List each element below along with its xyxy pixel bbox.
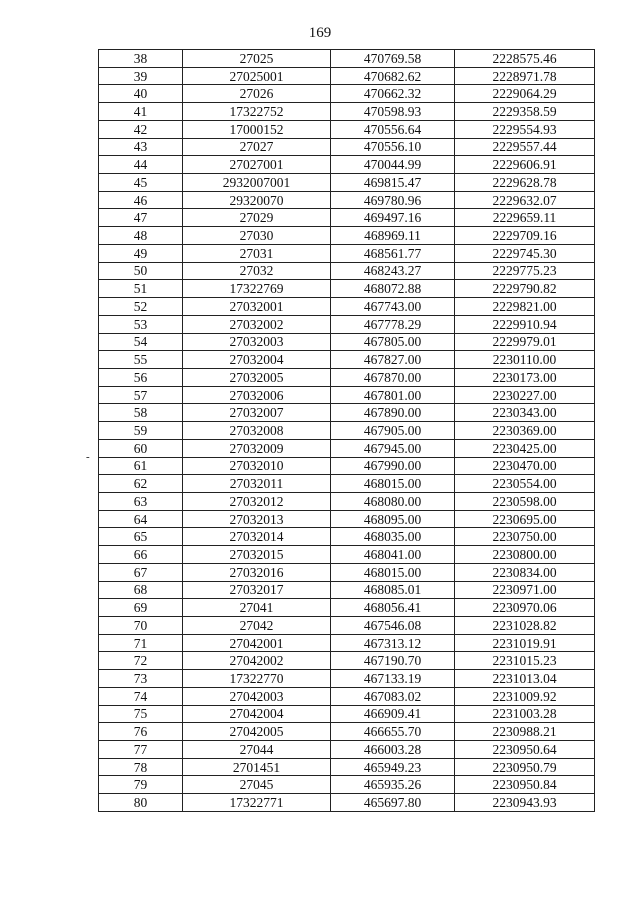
x-coordinate-cell: 469815.47	[331, 174, 455, 192]
table-row	[99, 368, 595, 386]
y-coordinate-cell: 2231028.82	[455, 617, 595, 635]
y-coordinate-cell: 2230800.00	[455, 546, 595, 564]
y-coordinate-cell: 2229745.30	[455, 244, 595, 262]
point-id-cell: 27032015	[183, 546, 331, 564]
x-coordinate-cell: 468561.77	[331, 244, 455, 262]
row-number-cell: 56	[99, 368, 183, 386]
point-id-cell: 27032003	[183, 333, 331, 351]
y-coordinate-cell: 2231013.04	[455, 670, 595, 688]
point-id-cell: 27032002	[183, 315, 331, 333]
y-coordinate-cell: 2229821.00	[455, 298, 595, 316]
point-id-cell: 27027	[183, 138, 331, 156]
row-number-cell: 65	[99, 528, 183, 546]
y-coordinate-cell: 2230227.00	[455, 386, 595, 404]
point-id-cell: 27032014	[183, 528, 331, 546]
y-coordinate-cell: 2229709.16	[455, 227, 595, 245]
x-coordinate-cell: 470556.64	[331, 120, 455, 138]
point-id-cell: 17322769	[183, 280, 331, 298]
point-id-cell: 27042	[183, 617, 331, 635]
point-id-cell: 17322771	[183, 794, 331, 812]
table-row	[99, 652, 595, 670]
x-coordinate-cell: 467313.12	[331, 634, 455, 652]
x-coordinate-cell: 467945.00	[331, 439, 455, 457]
table-row	[99, 670, 595, 688]
x-coordinate-cell: 466003.28	[331, 741, 455, 759]
point-id-cell: 27030	[183, 227, 331, 245]
x-coordinate-cell: 467905.00	[331, 422, 455, 440]
y-coordinate-cell: 2231003.28	[455, 705, 595, 723]
x-coordinate-cell: 467890.00	[331, 404, 455, 422]
y-coordinate-cell: 2229632.07	[455, 191, 595, 209]
x-coordinate-cell: 467133.19	[331, 670, 455, 688]
x-coordinate-cell: 465697.80	[331, 794, 455, 812]
point-id-cell: 27032011	[183, 475, 331, 493]
row-number-cell: 66	[99, 546, 183, 564]
y-coordinate-cell: 2230173.00	[455, 368, 595, 386]
row-number-cell: 48	[99, 227, 183, 245]
x-coordinate-cell: 467870.00	[331, 368, 455, 386]
row-number-cell: 78	[99, 758, 183, 776]
table-row	[99, 298, 595, 316]
x-coordinate-cell: 468056.41	[331, 599, 455, 617]
table-row	[99, 351, 595, 369]
x-coordinate-cell: 469497.16	[331, 209, 455, 227]
table-row	[99, 794, 595, 812]
y-coordinate-cell: 2230943.93	[455, 794, 595, 812]
row-number-cell: 41	[99, 103, 183, 121]
x-coordinate-cell: 467190.70	[331, 652, 455, 670]
x-coordinate-cell: 467778.29	[331, 315, 455, 333]
row-number-cell: 70	[99, 617, 183, 635]
point-id-cell: 27026	[183, 85, 331, 103]
table-row	[99, 315, 595, 333]
point-id-cell: 27041	[183, 599, 331, 617]
x-coordinate-cell: 468041.00	[331, 546, 455, 564]
y-coordinate-cell: 2229979.01	[455, 333, 595, 351]
point-id-cell: 27032013	[183, 510, 331, 528]
row-number-cell: 63	[99, 492, 183, 510]
x-coordinate-cell: 470682.62	[331, 67, 455, 85]
row-number-cell: 46	[99, 191, 183, 209]
x-coordinate-cell: 467805.00	[331, 333, 455, 351]
row-number-cell: 44	[99, 156, 183, 174]
y-coordinate-cell: 2229554.93	[455, 120, 595, 138]
row-number-cell: 67	[99, 563, 183, 581]
row-number-cell: 59	[99, 422, 183, 440]
x-coordinate-cell: 470598.93	[331, 103, 455, 121]
table-row	[99, 563, 595, 581]
x-coordinate-cell: 468035.00	[331, 528, 455, 546]
x-coordinate-cell: 468095.00	[331, 510, 455, 528]
table-row	[99, 741, 595, 759]
y-coordinate-cell: 2230110.00	[455, 351, 595, 369]
table-row	[99, 723, 595, 741]
y-coordinate-cell: 2229606.91	[455, 156, 595, 174]
y-coordinate-cell: 2230750.00	[455, 528, 595, 546]
table-row	[99, 422, 595, 440]
x-coordinate-cell: 468969.11	[331, 227, 455, 245]
row-number-cell: 69	[99, 599, 183, 617]
point-id-cell: 27032	[183, 262, 331, 280]
table-row	[99, 457, 595, 475]
row-number-cell: 75	[99, 705, 183, 723]
row-number-cell: 42	[99, 120, 183, 138]
x-coordinate-cell: 468085.01	[331, 581, 455, 599]
table-row	[99, 776, 595, 794]
x-coordinate-cell: 467083.02	[331, 687, 455, 705]
x-coordinate-cell: 470662.32	[331, 85, 455, 103]
x-coordinate-cell: 467546.08	[331, 617, 455, 635]
y-coordinate-cell: 2230834.00	[455, 563, 595, 581]
y-coordinate-cell: 2230554.00	[455, 475, 595, 493]
coordinates-table	[98, 49, 595, 812]
table-row	[99, 191, 595, 209]
point-id-cell: 27042001	[183, 634, 331, 652]
table-row	[99, 758, 595, 776]
point-id-cell: 27032004	[183, 351, 331, 369]
table-row	[99, 599, 595, 617]
table-row	[99, 120, 595, 138]
table-row	[99, 138, 595, 156]
y-coordinate-cell: 2229790.82	[455, 280, 595, 298]
y-coordinate-cell: 2230950.79	[455, 758, 595, 776]
row-number-cell: 71	[99, 634, 183, 652]
y-coordinate-cell: 2230470.00	[455, 457, 595, 475]
table-row	[99, 510, 595, 528]
y-coordinate-cell: 2229910.94	[455, 315, 595, 333]
y-coordinate-cell: 2230369.00	[455, 422, 595, 440]
y-coordinate-cell: 2231019.91	[455, 634, 595, 652]
y-coordinate-cell: 2230343.00	[455, 404, 595, 422]
x-coordinate-cell: 468072.88	[331, 280, 455, 298]
table-row	[99, 333, 595, 351]
point-id-cell: 17000152	[183, 120, 331, 138]
row-number-cell: 76	[99, 723, 183, 741]
y-coordinate-cell: 2229659.11	[455, 209, 595, 227]
point-id-cell: 27031	[183, 244, 331, 262]
y-coordinate-cell: 2230950.84	[455, 776, 595, 794]
y-coordinate-cell: 2230970.06	[455, 599, 595, 617]
row-number-cell: 47	[99, 209, 183, 227]
point-id-cell: 27029	[183, 209, 331, 227]
row-number-cell: 58	[99, 404, 183, 422]
x-coordinate-cell: 466909.41	[331, 705, 455, 723]
point-id-cell: 27042003	[183, 687, 331, 705]
point-id-cell: 27042002	[183, 652, 331, 670]
point-id-cell: 27042004	[183, 705, 331, 723]
point-id-cell: 27025	[183, 50, 331, 68]
table-row	[99, 174, 595, 192]
table-row	[99, 244, 595, 262]
row-number-cell: 64	[99, 510, 183, 528]
table-row	[99, 67, 595, 85]
row-number-cell: 62	[99, 475, 183, 493]
row-number-cell: 77	[99, 741, 183, 759]
row-number-cell: 50	[99, 262, 183, 280]
y-coordinate-cell: 2230695.00	[455, 510, 595, 528]
row-number-cell: 54	[99, 333, 183, 351]
point-id-cell: 27025001	[183, 67, 331, 85]
row-number-cell: 39	[99, 67, 183, 85]
table-row	[99, 103, 595, 121]
x-coordinate-cell: 467801.00	[331, 386, 455, 404]
point-id-cell: 27032012	[183, 492, 331, 510]
x-coordinate-cell: 468015.00	[331, 475, 455, 493]
point-id-cell: 17322770	[183, 670, 331, 688]
table-row	[99, 439, 595, 457]
row-number-cell: 55	[99, 351, 183, 369]
y-coordinate-cell: 2230971.00	[455, 581, 595, 599]
table-row	[99, 209, 595, 227]
row-number-cell: 60	[99, 439, 183, 457]
table-row	[99, 404, 595, 422]
x-coordinate-cell: 468243.27	[331, 262, 455, 280]
point-id-cell: 27032007	[183, 404, 331, 422]
point-id-cell: 27044	[183, 741, 331, 759]
y-coordinate-cell: 2229557.44	[455, 138, 595, 156]
row-number-cell: 52	[99, 298, 183, 316]
table-row	[99, 581, 595, 599]
row-number-cell: 53	[99, 315, 183, 333]
y-coordinate-cell: 2229064.29	[455, 85, 595, 103]
table-row	[99, 85, 595, 103]
table-row	[99, 280, 595, 298]
x-coordinate-cell: 470769.58	[331, 50, 455, 68]
y-coordinate-cell: 2231009.92	[455, 687, 595, 705]
y-coordinate-cell: 2230425.00	[455, 439, 595, 457]
point-id-cell: 27032008	[183, 422, 331, 440]
x-coordinate-cell: 468080.00	[331, 492, 455, 510]
row-number-cell: 43	[99, 138, 183, 156]
y-coordinate-cell: 2228575.46	[455, 50, 595, 68]
table-row	[99, 492, 595, 510]
row-number-cell: 73	[99, 670, 183, 688]
point-id-cell: 2701451	[183, 758, 331, 776]
row-number-cell: 74	[99, 687, 183, 705]
x-coordinate-cell: 468015.00	[331, 563, 455, 581]
page-number: 169	[308, 25, 332, 41]
y-coordinate-cell: 2231015.23	[455, 652, 595, 670]
row-number-cell: 38	[99, 50, 183, 68]
row-number-cell: 72	[99, 652, 183, 670]
row-number-cell: 61	[99, 457, 183, 475]
row-number-cell: 80	[99, 794, 183, 812]
table-row	[99, 386, 595, 404]
point-id-cell: 27032009	[183, 439, 331, 457]
point-id-cell: 27045	[183, 776, 331, 794]
table-row	[99, 156, 595, 174]
x-coordinate-cell: 467990.00	[331, 457, 455, 475]
x-coordinate-cell: 465949.23	[331, 758, 455, 776]
point-id-cell: 27032006	[183, 386, 331, 404]
point-id-cell: 27042005	[183, 723, 331, 741]
y-coordinate-cell: 2229358.59	[455, 103, 595, 121]
table-row	[99, 634, 595, 652]
x-coordinate-cell: 470556.10	[331, 138, 455, 156]
x-coordinate-cell: 470044.99	[331, 156, 455, 174]
row-number-cell: 40	[99, 85, 183, 103]
point-id-cell: 27032016	[183, 563, 331, 581]
y-coordinate-cell: 2230598.00	[455, 492, 595, 510]
y-coordinate-cell: 2229775.23	[455, 262, 595, 280]
x-coordinate-cell: 465935.26	[331, 776, 455, 794]
table-row	[99, 227, 595, 245]
coordinates-table-body	[99, 50, 595, 812]
row-number-cell: 51	[99, 280, 183, 298]
point-id-cell: 29320070	[183, 191, 331, 209]
row-number-cell: 68	[99, 581, 183, 599]
y-coordinate-cell: 2230988.21	[455, 723, 595, 741]
row-number-cell: 79	[99, 776, 183, 794]
point-id-cell: 27032001	[183, 298, 331, 316]
table-row	[99, 546, 595, 564]
y-coordinate-cell: 2228971.78	[455, 67, 595, 85]
table-row	[99, 687, 595, 705]
table-row	[99, 705, 595, 723]
y-coordinate-cell: 2230950.64	[455, 741, 595, 759]
point-id-cell: 27032005	[183, 368, 331, 386]
x-coordinate-cell: 466655.70	[331, 723, 455, 741]
row-number-cell: 57	[99, 386, 183, 404]
x-coordinate-cell: 467827.00	[331, 351, 455, 369]
x-coordinate-cell: 469780.96	[331, 191, 455, 209]
point-id-cell: 27027001	[183, 156, 331, 174]
point-id-cell: 17322752	[183, 103, 331, 121]
point-id-cell: 27032010	[183, 457, 331, 475]
y-coordinate-cell: 2229628.78	[455, 174, 595, 192]
table-row	[99, 50, 595, 68]
table-row	[99, 528, 595, 546]
table-row	[99, 262, 595, 280]
margin-mark: -	[86, 451, 90, 463]
row-number-cell: 45	[99, 174, 183, 192]
point-id-cell: 27032017	[183, 581, 331, 599]
point-id-cell: 2932007001	[183, 174, 331, 192]
table-row	[99, 475, 595, 493]
row-number-cell: 49	[99, 244, 183, 262]
x-coordinate-cell: 467743.00	[331, 298, 455, 316]
table-row	[99, 617, 595, 635]
